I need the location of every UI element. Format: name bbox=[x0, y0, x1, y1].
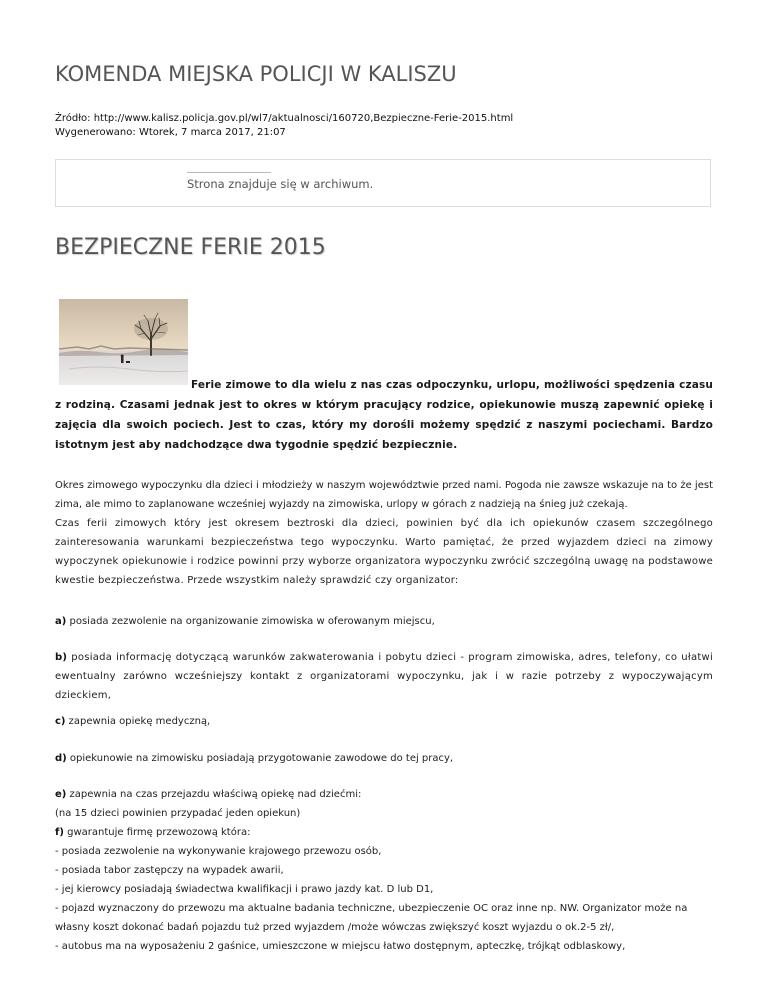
generated-line: Wygenerowano: Wtorek, 7 marca 2017, 21:07 bbox=[55, 127, 286, 138]
list-item-text: zapewnia opiekę medyczną, bbox=[65, 716, 211, 727]
list-item-a bbox=[55, 612, 713, 631]
archive-notice bbox=[55, 159, 711, 207]
list-item-label: c) bbox=[55, 716, 66, 727]
list-item-d bbox=[55, 749, 713, 768]
list-item-label: e) bbox=[55, 789, 67, 800]
article-lead bbox=[55, 375, 713, 455]
paragraph-organizer: Czas ferii zimowych który jest okresem beztroski dla dzieci, powinien być dla ich opiekunów czasem szczególnego zainteresowania warunkami bezpieczeństwa tego wypoczynku. Warto pamiętać, że przed wyjazdem dzieci na zimowy wypoczynek opiekunowie i rodzice powinni przy wyborze organizatora wypoczynku zwrócić szczególną uwagę na podstawowe kwestie bezpieczeństwa. Przede wszystkim należy sprawdzić czy organizator: bbox=[55, 518, 713, 586]
list-subitem: - posiada zezwolenie na wykonywanie krajowego przewozu osób, bbox=[55, 846, 382, 857]
winter-landscape-photo bbox=[59, 299, 188, 385]
list-item-label: a) bbox=[55, 616, 67, 627]
list-item-text: zapewnia na czas przejazdu właściwą opiekę nad dziećmi: bbox=[66, 789, 362, 800]
article-lead-text: Ferie zimowe to dla wielu z nas czas odpoczynku, urlopu, możliwości spędzenia czasu z rodziną. Czasami jednak jest to okres w którym pracujący rodzice, opiekunowie muszą zapewnić opiekę i zajęcia dla swoich pociech. Jest to czas, który my dorośli możemy spędzić z naszymi pociechami. Bardzo istotnym jest aby nadchodzące dwa tygodnie spędzić bezpiecznie. bbox=[55, 379, 713, 451]
list-item-text: posiada informację dotyczącą warunków zakwaterowania i pobytu dzieci - program zimowiska, adres, telefony, co ułatwi ewentualny zarówno wcześniejszy kontakt z organizatorami wypoczynku, jak i w razie potrzeby z wypoczywającym dzieckiem, bbox=[55, 652, 713, 701]
list-subitem: - jej kierowcy posiadają świadectwa kwalifikacji i prawo jazdy kat. D lub D1, bbox=[55, 884, 434, 895]
paragraph-intro: Okres zimowego wypoczynku dla dzieci i młodzieży w naszym województwie przed nami. Pogoda nie zawsze wskazuje na to że jest zima, ale mimo to zaplanowane wcześniej wyjazdy na zimowiska, urlopy w górach z nadzieją na śnieg już czekają. bbox=[55, 480, 713, 510]
list-item-e-f bbox=[55, 785, 713, 956]
list-item-text: opiekunowie na zimowisku posiadają przygotowanie zawodowe do tej pracy, bbox=[66, 753, 454, 764]
site-title: KOMENDA MIEJSKA POLICJI W KALISZU bbox=[55, 62, 457, 86]
list-item-text: posiada zezwolenie na organizowanie zimowiska w oferowanym miejscu, bbox=[66, 616, 435, 627]
list-item-b bbox=[55, 648, 713, 705]
archive-notice-text: Strona znajduje się w archiwum. bbox=[187, 177, 374, 191]
source-line[interactable]: Źródło: http://www.kalisz.policja.gov.pl/wl7/aktualnosci/160720,Bezpieczne-Ferie-2015.html bbox=[55, 113, 514, 124]
archive-divider bbox=[187, 172, 271, 173]
list-item-text: gwarantuje firmę przewozową która: bbox=[63, 827, 251, 838]
list-subitem: - pojazd wyznaczony do przewozu ma aktualne badania techniczne, ubezpieczenie OC oraz inne np. NW. Organizator może na własny koszt dokonać badań pojazdu tuż przed wyjazdem /może wówczas zwiększyć koszt wyjazdu o ok.2-5 zł/, bbox=[55, 903, 688, 933]
list-subitem: - autobus ma na wyposażeniu 2 gaśnice, umieszczone w miejscu łatwo dostępnym, apteczkę, trójkąt odblaskowy, bbox=[55, 941, 626, 952]
list-item-note: (na 15 dzieci powinien przypadać jeden opiekun) bbox=[55, 808, 301, 819]
list-item-c bbox=[55, 712, 713, 731]
list-subitem: - posiada tabor zastępczy na wypadek awarii, bbox=[55, 865, 284, 876]
list-item-label: f) bbox=[55, 827, 64, 838]
document-meta bbox=[55, 112, 513, 140]
list-item-label: b) bbox=[55, 652, 68, 663]
list-item-label: d) bbox=[55, 753, 67, 764]
article-title: BEZPIECZNE FERIE 2015 bbox=[55, 235, 326, 260]
